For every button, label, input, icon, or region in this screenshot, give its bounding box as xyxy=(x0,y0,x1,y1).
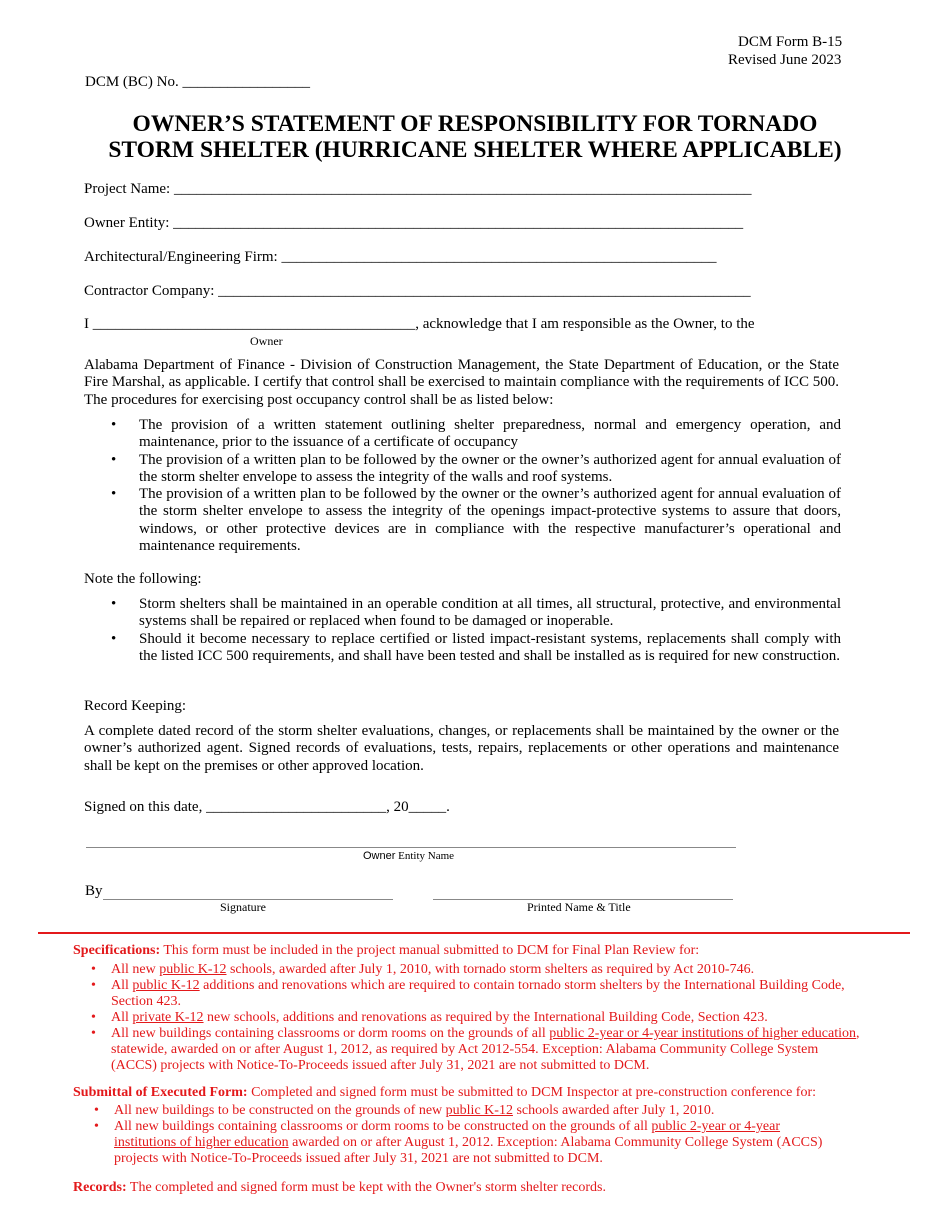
revision-date: Revised June 2023 xyxy=(728,52,842,68)
owner-caption: Owner xyxy=(250,334,283,348)
signed-date-field[interactable]: Signed on this date, ________________________, 20_____. xyxy=(84,799,450,815)
list-item: • Storm shelters shall be maintained in an operable condition at all times, all structural, protective, and environmental systems shall be repaired or replaced when found to be damaged or inoperable. xyxy=(139,596,841,631)
title-line-2: STORM SHELTER (HURRICANE SHELTER WHERE APPLICABLE) xyxy=(108,137,842,163)
entity-name-line[interactable] xyxy=(86,847,736,848)
list-item: • The provision of a written plan to be followed by the owner or the owner’s authorized agent for annual evaluation of the storm shelter envelope to assess the integrity of the openings impact-protective systems to assure that doors, windows, or other protective devices are in compliance with the respective manufacturer’s operational and maintenance requirements. xyxy=(139,486,841,555)
submittal-heading: Submittal of Executed Form: Completed and signed form must be submitted to DCM Inspector at pre-construction conference for: xyxy=(73,1085,817,1100)
list-item: • All new buildings containing classrooms or dorm rooms on the grounds of all public 2-year or 4-year institutions of higher education, statewide, awarded on or after August 1, 2012, as required by Act 2012-554. Exception: Alabama Community College System (ACCS) projects with Notice-To-Proceeds issued after July 31, 2021 are not submitted to DCM. xyxy=(111,1026,863,1074)
submittal-list xyxy=(114,1103,834,1167)
record-keeping-heading: Record Keeping: xyxy=(84,698,187,714)
list-item: • All public K-12 additions and renovations which are required to contain tornado storm shelters by the International Building Code, Section 423. xyxy=(111,978,863,1010)
project-name-field[interactable]: Project Name: _____________________________________________________________________________ xyxy=(84,181,752,197)
specifications-heading: Specifications: This form must be included in the project manual submitted to DCM for Final Plan Review for: xyxy=(73,943,700,958)
owner-entity-field[interactable]: Owner Entity: ____________________________________________________________________________ xyxy=(84,215,744,231)
records-note: Records: The completed and signed form must be kept with the Owner's storm shelter records. xyxy=(73,1180,606,1195)
arch-firm-field[interactable]: Architectural/Engineering Firm: __________________________________________________________ xyxy=(84,249,717,265)
list-item: • Should it become necessary to replace certified or listed impact-resistant systems, replacements shall comply with the listed ICC 500 requirements, and shall have been tested and shall be installed as is required for new construction. xyxy=(139,631,841,666)
printed-name-caption: Printed Name & Title xyxy=(527,900,631,914)
signature-caption: Signature xyxy=(220,900,266,914)
list-item: • The provision of a written plan to be followed by the owner or the owner’s authorized agent for annual evaluation of the storm shelter envelope to assess the integrity of the walls and roof systems. xyxy=(139,452,841,487)
specifications-list xyxy=(111,962,863,1074)
note-list xyxy=(139,596,841,665)
list-item: • The provision of a written statement outlining shelter preparedness, normal and emergency operation, and maintenance, prior to the issuance of a certificate of occupancy xyxy=(139,417,841,452)
entity-name-caption: Owner Entity Name xyxy=(363,850,455,862)
procedures-list xyxy=(139,417,841,555)
divider xyxy=(38,932,910,934)
page-title xyxy=(40,111,910,163)
list-item: • All private K-12 new schools, additions and renovations as required by the International Building Code, Section 423. xyxy=(111,1010,863,1026)
list-item: • All new public K-12 schools, awarded after July 1, 2010, with tornado storm shelters as required by Act 2010-746. xyxy=(111,962,863,978)
list-item: • All new buildings containing classrooms or dorm rooms to be constructed on the grounds of all public 2-year or 4-year institutions of higher education awarded on or after August 1, 2012. Exception: Alabama Community College System (ACCS) projects with Notice-To-Proceeds issued after July 31, 2021 are not submitted to DCM. xyxy=(114,1119,834,1167)
dcm-number-field[interactable]: DCM (BC) No. _________________ xyxy=(85,74,311,90)
certification-paragraph: Alabama Department of Finance - Division of Construction Management, the State Department of Education, or the State Fire Marshal, as applicable. I certify that control shall be exercised to maintain compliance with the requirements of ICC 500. The procedures for exercising post occupancy control shall be as listed below: xyxy=(84,357,839,408)
title-line-1: OWNER’S STATEMENT OF RESPONSIBILITY FOR TORNADO xyxy=(132,111,818,137)
form-number: DCM Form B-15 xyxy=(738,34,843,50)
record-keeping-text: A complete dated record of the storm shelter evaluations, changes, or replacements shall be maintained by the owner or the owner’s authorized agent. Signed records of evaluations, tests, repairs, replacements or other operations and maintenance shall be kept on the premises or other approved location. xyxy=(84,723,839,774)
list-item: • All new buildings to be constructed on the grounds of new public K-12 schools awarded after July 1, 2010. xyxy=(114,1103,834,1119)
owner-acknowledgement-line[interactable]: I ___________________________________________, acknowledge that I am responsible as the Owner, to the xyxy=(84,316,755,332)
by-label: By xyxy=(85,883,103,899)
contractor-field[interactable]: Contractor Company: _______________________________________________________________________ xyxy=(84,283,751,299)
note-heading: Note the following: xyxy=(84,571,202,587)
